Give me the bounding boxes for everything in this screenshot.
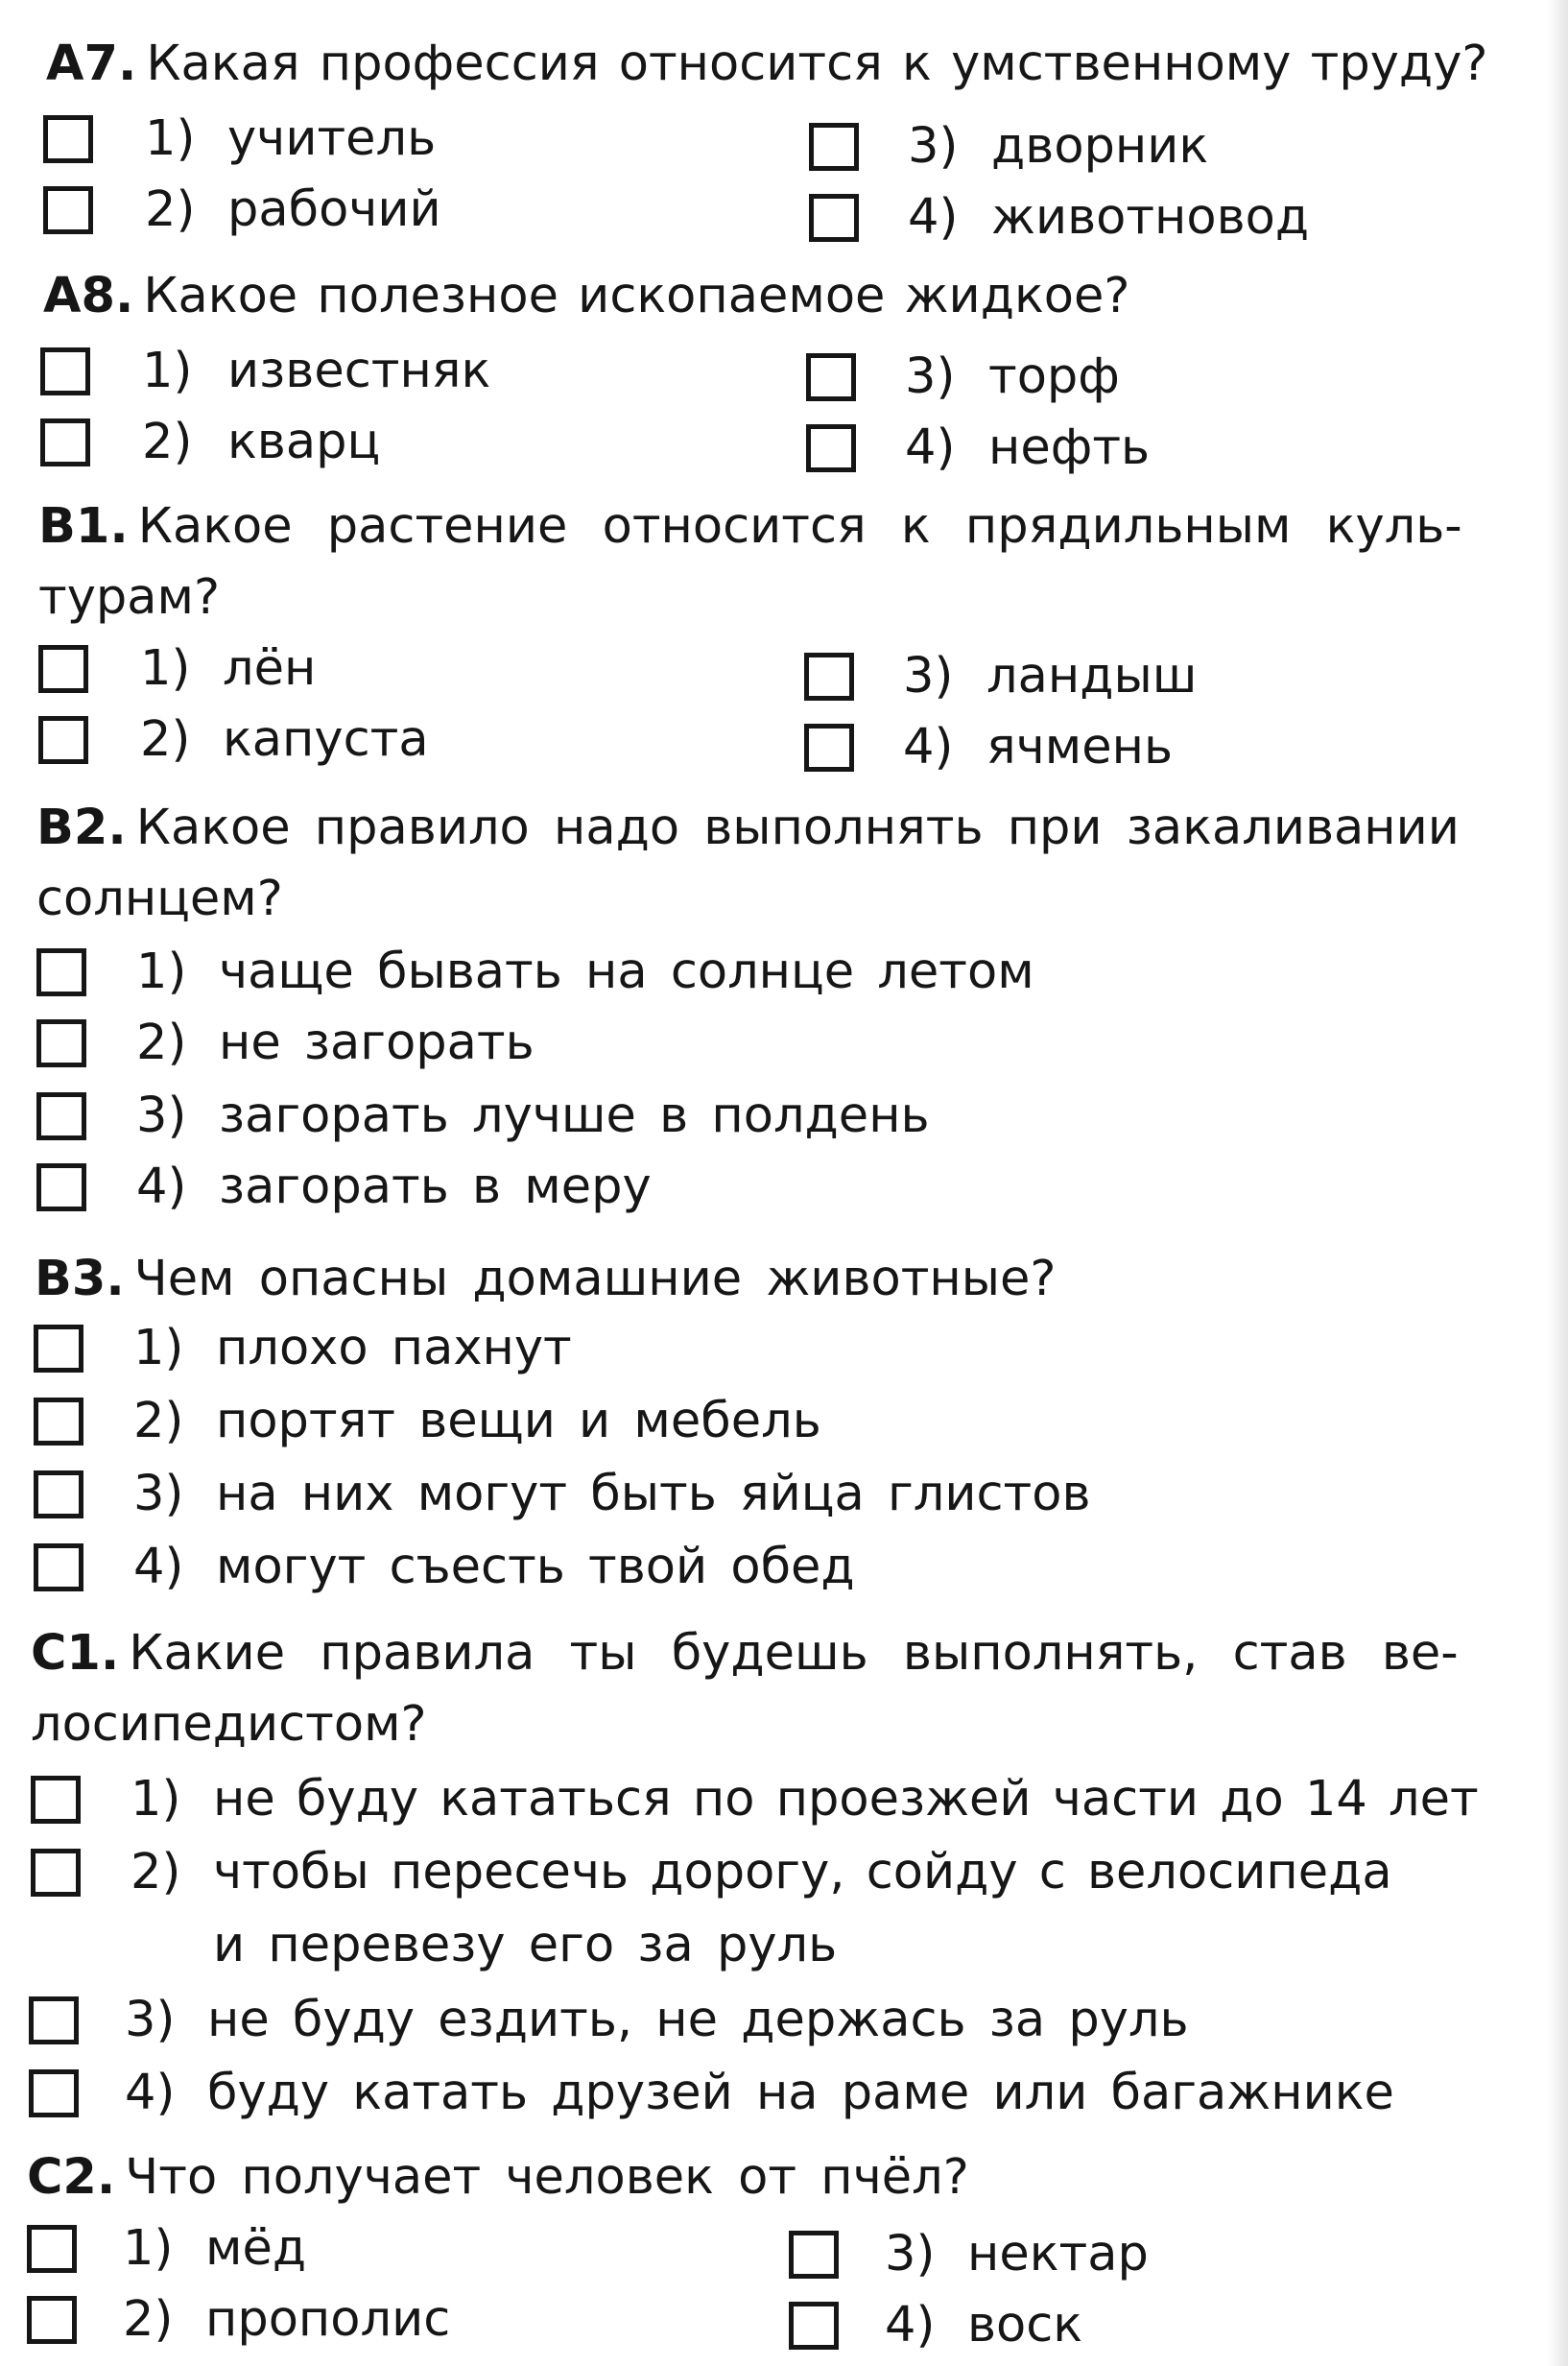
answer-checkbox[interactable]	[31, 1849, 81, 1897]
question-b1	[0, 491, 1568, 633]
question-title	[46, 29, 1568, 100]
option-label: лён	[223, 640, 317, 697]
question-number: С1.	[31, 1625, 120, 1682]
answer-checkbox[interactable]	[27, 2296, 77, 2344]
option-label: мёд	[205, 2220, 307, 2277]
answer-checkbox[interactable]	[809, 194, 859, 242]
question-title	[27, 2142, 1568, 2213]
question-number: В1.	[38, 498, 129, 555]
option-number: 1)	[140, 640, 191, 697]
option-label: ландыш	[986, 648, 1198, 705]
option-number: 3)	[125, 1992, 176, 2048]
option-number: 4)	[125, 2065, 176, 2121]
question-a7	[0, 29, 1568, 100]
option-number: 2)	[142, 414, 193, 470]
option-label: прополис	[205, 2291, 451, 2348]
option-number: 4)	[133, 1539, 184, 1595]
option-label: нефть	[988, 419, 1151, 476]
option-label: чаще бывать на солнце летом	[219, 944, 1034, 1000]
option-label-continued: и перевезу его за руль	[213, 1917, 838, 1973]
question-a8	[0, 261, 1568, 332]
question-text-continued: лосипедистом?	[31, 1696, 427, 1753]
option-label: животновод	[991, 189, 1310, 246]
answer-checkbox[interactable]	[38, 645, 88, 693]
answer-checkbox[interactable]	[804, 653, 854, 701]
page-edge-shadow	[1547, 0, 1568, 2366]
option-label: буду катать друзей на раме или багажнике	[207, 2065, 1394, 2121]
option-label: нектар	[967, 2226, 1149, 2282]
option-label: рабочий	[227, 181, 441, 238]
answer-checkbox[interactable]	[804, 724, 854, 772]
option-label: торф	[988, 348, 1120, 405]
answer-checkbox[interactable]	[27, 2225, 77, 2273]
option-number: 1)	[133, 1320, 184, 1376]
option-number: 3)	[903, 648, 954, 705]
option-label: воск	[967, 2297, 1083, 2354]
question-text: Чем опасны домашние животные?	[133, 1251, 1057, 1307]
option-number: 4)	[903, 719, 954, 776]
answer-checkbox[interactable]	[34, 1470, 83, 1518]
option-label: капуста	[223, 711, 429, 768]
question-number: А7.	[46, 36, 137, 92]
question-number: В2.	[36, 800, 127, 856]
question-number: А8.	[43, 268, 134, 324]
question-b3	[0, 1244, 1568, 1315]
question-text: Какие правила ты будешь выполнять, став ве-	[129, 1625, 1459, 1682]
answer-checkbox[interactable]	[38, 716, 88, 764]
option-number: 3)	[885, 2226, 936, 2282]
answer-checkbox[interactable]	[43, 115, 93, 163]
option-number: 2)	[123, 2291, 174, 2348]
answer-checkbox[interactable]	[34, 1543, 83, 1591]
option-number: 1)	[142, 343, 193, 399]
question-title	[43, 261, 1568, 332]
answer-checkbox[interactable]	[34, 1325, 83, 1373]
option-label: загорать в меру	[219, 1159, 652, 1215]
question-b2	[0, 793, 1568, 935]
option-number: 4)	[905, 419, 956, 476]
question-title	[38, 491, 1568, 562]
question-title	[36, 793, 1568, 864]
option-number: 3)	[136, 1087, 187, 1144]
answer-checkbox[interactable]	[789, 2231, 839, 2279]
option-label: портят вещи и мебель	[216, 1393, 821, 1449]
question-c1	[0, 1618, 1568, 1760]
option-number: 2)	[131, 1844, 181, 1900]
answer-checkbox[interactable]	[36, 1092, 86, 1140]
answer-checkbox[interactable]	[34, 1398, 83, 1446]
option-number: 1)	[136, 944, 187, 1000]
answer-checkbox[interactable]	[809, 123, 859, 171]
option-number: 1)	[131, 1771, 181, 1828]
answer-checkbox[interactable]	[43, 186, 93, 234]
question-text: Какое полезное ископаемое жидкое?	[143, 268, 1130, 324]
option-number: 4)	[885, 2297, 936, 2354]
answer-checkbox[interactable]	[40, 347, 90, 395]
answer-checkbox[interactable]	[40, 418, 90, 466]
answer-checkbox[interactable]	[29, 2069, 79, 2117]
option-number: 4)	[136, 1159, 187, 1215]
option-number: 2)	[140, 711, 191, 768]
option-number: 1)	[145, 110, 196, 167]
question-number: В3.	[35, 1251, 125, 1307]
option-label: известняк	[227, 343, 491, 399]
answer-checkbox[interactable]	[36, 1163, 86, 1211]
option-label: не буду кататься по проезжей части до 14 лет	[213, 1771, 1479, 1828]
option-label: не загорать	[219, 1015, 535, 1071]
question-text: Какая профессия относится к умственному труду?	[146, 36, 1488, 92]
question-text: Какое правило надо выполнять при закаливании	[135, 800, 1460, 856]
option-label: кварц	[227, 414, 381, 470]
option-label: могут съесть твой обед	[216, 1539, 855, 1595]
option-label: ячмень	[986, 719, 1174, 776]
answer-checkbox[interactable]	[806, 424, 856, 472]
option-number: 4)	[908, 189, 959, 246]
option-number: 2)	[145, 181, 196, 238]
question-title	[31, 1618, 1568, 1689]
option-label: дворник	[991, 118, 1209, 175]
answer-checkbox[interactable]	[29, 1996, 79, 2044]
question-text: Какое растение относится к прядильным куль-	[137, 498, 1462, 555]
question-text: Что получает человек от пчёл?	[125, 2149, 969, 2206]
question-text-continued: солнцем?	[36, 871, 283, 927]
answer-checkbox[interactable]	[31, 1776, 81, 1824]
answer-checkbox[interactable]	[36, 948, 86, 996]
question-number: С2.	[27, 2149, 116, 2206]
option-number: 1)	[123, 2220, 174, 2277]
answer-checkbox[interactable]	[789, 2302, 839, 2350]
answer-checkbox[interactable]	[806, 353, 856, 401]
option-label: чтобы пересечь дорогу, сойду с велосипеда	[213, 1844, 1392, 1900]
option-number: 3)	[905, 348, 956, 405]
question-c2	[0, 2142, 1568, 2213]
option-label: на них могут быть яйца глистов	[216, 1466, 1091, 1522]
option-label: учитель	[227, 110, 437, 167]
option-number: 2)	[136, 1015, 187, 1071]
question-title	[35, 1244, 1568, 1315]
option-label: не буду ездить, не держась за руль	[207, 1992, 1189, 2048]
question-text-continued: турам?	[38, 569, 221, 626]
option-label: загорать лучше в полдень	[219, 1087, 930, 1144]
option-number: 2)	[133, 1393, 184, 1449]
option-label: плохо пахнут	[216, 1320, 572, 1376]
option-number: 3)	[133, 1466, 184, 1522]
answer-checkbox[interactable]	[36, 1019, 86, 1067]
option-number: 3)	[908, 118, 959, 175]
